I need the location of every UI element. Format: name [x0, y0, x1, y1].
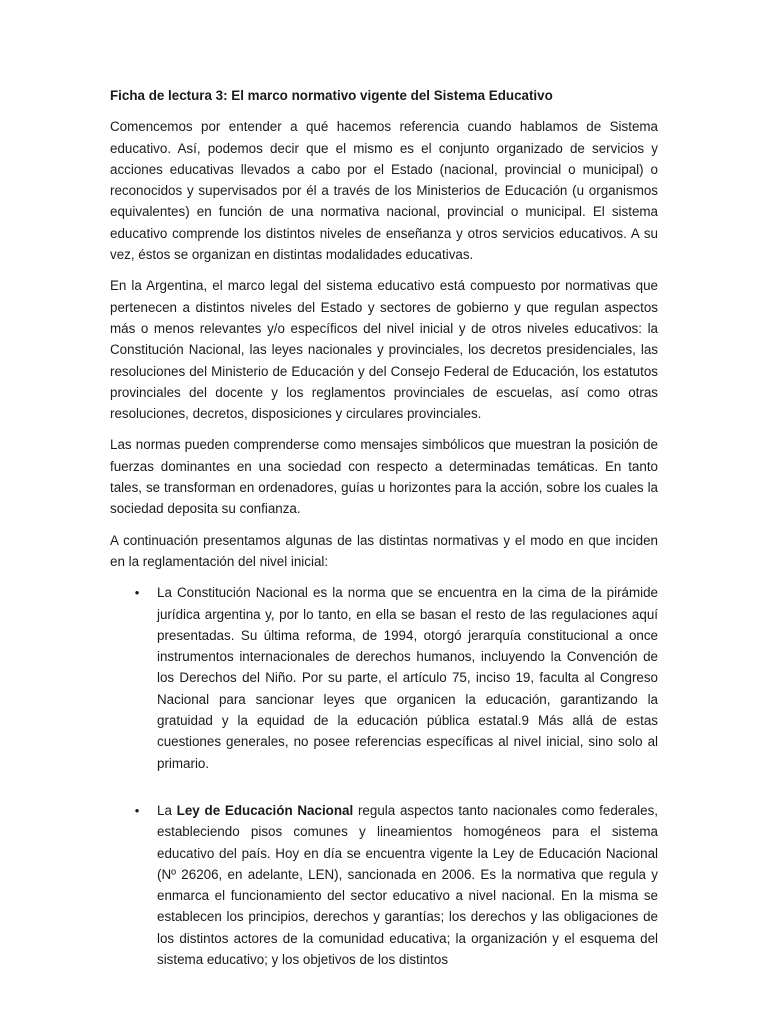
bullet-icon: • — [134, 585, 140, 601]
normativas-list — [110, 582, 658, 970]
list-item-text: regula aspectos tanto nacionales como federales, estableciendo pisos comunes y lineamientos homogéneos para el sistema educativo del país. Hoy en día se encuentra vigente la Ley de Educación Nacional (Nº 26206, en adelante, LEN), sancionada en 2006. Es la normativa que regula y enmarca el funcionamiento del sector educativo a nivel nacional. En la misma se establecen los principios, derechos y garantías; los derechos y las obligaciones de los distintos actores de la comunidad educativa; la organización y el esquema del sistema educativo; y los objetivos de los distintos — [157, 802, 658, 967]
document-page — [110, 85, 658, 970]
law-name: Ley de Educación Nacional — [176, 802, 354, 818]
paragraph-normas: Las normas pueden comprenderse como mensajes simbólicos que muestran la posición de fuerzas dominantes en una sociedad con respecto a determinadas temáticas. En tanto tales, se transforman en ordenadores, guías u horizontes para la acción, sobre los cuales la sociedad deposita su confianza. — [110, 437, 658, 517]
paragraph-intro-list: A continuación presentamos algunas de las distintas normativas y el modo en que inciden en la reglamentación del nivel inicial: — [110, 532, 658, 569]
list-item-text: La Constitución Nacional es la norma que se encuentra en la cima de la pirámide jurídica argentina y, por lo tanto, en ella se basan el resto de las regulaciones aquí presentadas. Su última reforma, de 1994, otorgó jerarquía constitucional a once instrumentos internacionales de derechos humanos, incluyendo la Convención de los Derechos del Niño. Por su parte, el artículo 75, inciso 19, faculta al Congreso Nacional para sancionar leyes que organicen la educación, garantizando la gratuidad y la equidad de la educación pública estatal.9 Más allá de estas cuestiones generales, no posee referencias específicas al nivel inicial, sino solo al primario. — [157, 585, 658, 771]
list-item-prefix: La — [157, 802, 177, 818]
paragraph-sistema-educativo: Comencemos por entender a qué hacemos referencia cuando hablamos de Sistema educativo. Así, podemos decir que el mismo es el conjunto organizado de servicios y acciones educativas llevados a cabo por el Estado (nacional, provincial o municipal) o reconocidos y supervisados por él a través de los Ministerios de Educación (u organismos equivalentes) en función de una normativa nacional, provincial o municipal. El sistema educativo comprende los distintos niveles de enseñanza y otros servicios educativos. A su vez, éstos se organizan en distintas modalidades educativas. — [110, 119, 658, 263]
bullet-icon: • — [134, 802, 140, 818]
list-item-constitucion — [110, 582, 658, 774]
document-title: Ficha de lectura 3: El marco normativo vigente del Sistema Educativo — [110, 88, 553, 103]
paragraph-marco-legal: En la Argentina, el marco legal del sistema educativo está compuesto por normativas que pertenecen a distintos niveles del Estado y sectores de gobierno y que regulan aspectos más o menos relevantes y/o específicos del nivel inicial y de otros niveles educativos: la Constitución Nacional, las leyes nacionales y provinciales, los decretos presidenciales, las resoluciones del Ministerio de Educación y del Consejo Federal de Educación, los estatutos provinciales del docente y los reglamentos provinciales de escuelas, así como otras resoluciones, decretos, disposiciones y circulares provinciales. — [110, 278, 658, 422]
list-item-ley-educacion — [110, 800, 658, 970]
